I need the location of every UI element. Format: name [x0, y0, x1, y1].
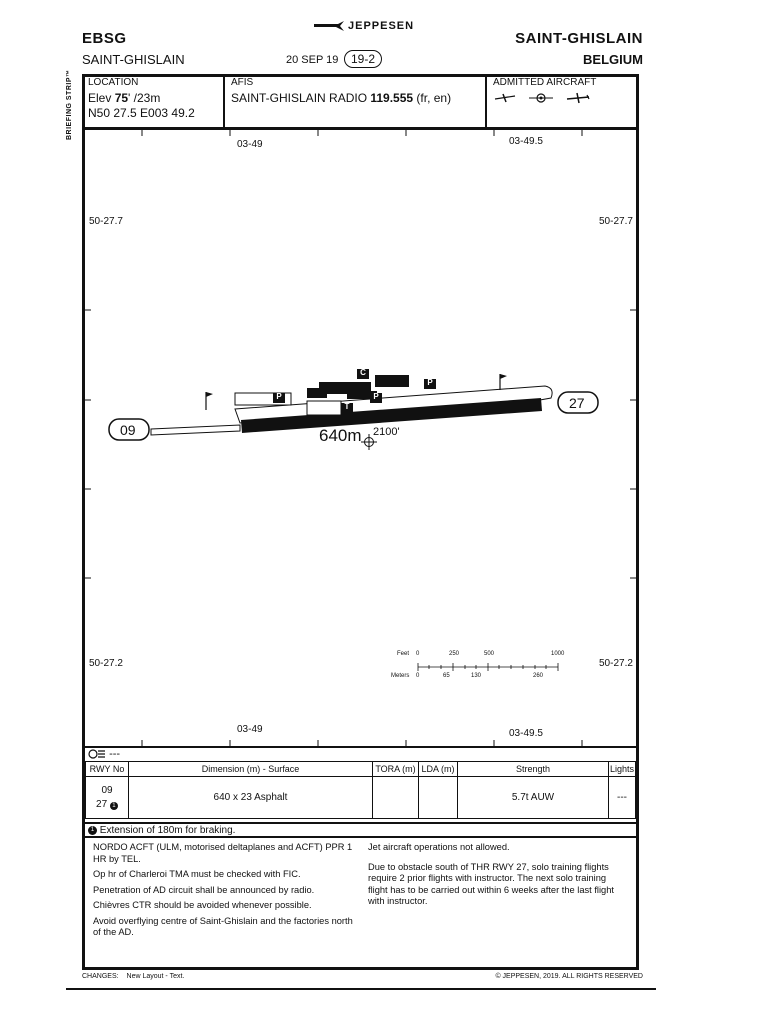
col-lda: LDA (m) [419, 762, 458, 777]
city-name: SAINT-GHISLAIN [515, 30, 643, 47]
elev-suffix: ' /23m [128, 91, 161, 105]
briefing-strip-label: BRIEFING STRIP™ [66, 69, 73, 140]
approach-light-icon [88, 749, 106, 759]
scale-meters-label: Meters [391, 673, 410, 679]
lat-lower-right: 50-27.2 [599, 658, 633, 669]
runway-length-feet: 2100' [373, 426, 400, 438]
location-values [88, 91, 217, 121]
airport-name: SAINT-GHISLAIN [82, 52, 185, 67]
tower-label: T [344, 402, 350, 411]
remarks-right [368, 842, 618, 912]
table-row [86, 777, 636, 819]
scale-feet-label: Feet [397, 651, 410, 657]
scale-feet-tick: 0 [416, 651, 420, 657]
col-strength: Strength [458, 762, 609, 777]
lat-upper-left: 50-27.7 [89, 216, 123, 227]
scale-meters-tick: 260 [533, 673, 544, 679]
rwy-27-label: 27 [569, 395, 585, 411]
scale-bars [418, 663, 558, 671]
scale-meters-tick: 0 [416, 673, 420, 679]
col-tora: TORA (m) [373, 762, 419, 777]
runway-extension [151, 425, 240, 435]
scale-meters-tick: 130 [471, 673, 482, 679]
aircraft-label: ADMITTED AIRCRAFT [493, 77, 597, 88]
chart-date: 20 SEP 19 [286, 54, 339, 66]
windsock-icon [500, 374, 507, 390]
bottom-rule [66, 988, 656, 990]
runway-length: 640m [319, 426, 362, 445]
scale-feet-tick: 250 [449, 651, 460, 657]
building [375, 375, 409, 387]
parking-label: P [373, 392, 379, 401]
remark: Due to obstacle south of THR RWY 27, solo training flights require 2 prior flights with instructor. The next solo training flight has to be carried out within 6 weeks after the last flight with instructor. [368, 861, 614, 906]
briefing-strip [82, 74, 639, 130]
airplane-icon [567, 93, 589, 103]
lat-upper-right: 50-27.7 [599, 216, 633, 227]
airport-icao: EBSG [82, 30, 127, 47]
afis-language: (fr, en) [413, 91, 452, 105]
col-rwy-no: RWY No [86, 762, 129, 777]
chart-number: 19-2 [344, 50, 382, 68]
rwy-09: 09 [101, 784, 113, 796]
remarks-left [93, 842, 358, 943]
cell-rwy-no [86, 777, 129, 819]
lon-bottom-left: 03-49 [237, 724, 263, 735]
location-cell [82, 74, 223, 127]
afis-cell [225, 74, 485, 127]
brand-name: JEPPESEN [348, 20, 415, 32]
scale-feet-tick: 1000 [551, 651, 565, 657]
changes [82, 973, 184, 980]
remark: Jet aircraft operations not allowed. [368, 842, 510, 852]
building [307, 388, 327, 398]
aircraft-cell [487, 74, 633, 127]
customs-label: C [360, 368, 366, 377]
cell-dimension: 640 x 23 Asphalt [129, 777, 373, 819]
airport-diagram [85, 130, 636, 746]
glider-icon [495, 94, 515, 102]
remark: NORDO ACFT (ULM, motorised deltaplanes and ACFT) PPR 1 HR by TEL. [93, 842, 353, 864]
scale-feet-tick: 500 [484, 651, 495, 657]
location-coords: N50 27.5 E003 49.2 [88, 106, 195, 120]
cell-strength: 5.7t AUW [458, 777, 609, 819]
changes-text: New Layout - Text. [126, 973, 185, 980]
table-header-row [86, 762, 636, 777]
location-label: LOCATION [88, 77, 139, 88]
copyright: © JEPPESEN, 2019. ALL RIGHTS RESERVED [495, 973, 643, 980]
jeppesen-logo-icon [314, 21, 344, 31]
note-1 [85, 822, 636, 838]
rwy-27: 27 [96, 798, 108, 810]
admitted-aircraft-icons [493, 90, 603, 106]
lon-top-right: 03-49.5 [509, 136, 543, 147]
remark: Penetration of AD circuit shall be announced by radio. [93, 884, 315, 895]
remark: Op hr of Charleroi TMA must be checked with FIC. [93, 869, 301, 879]
rwy-27-row [86, 798, 128, 812]
rwy-09-label: 09 [120, 422, 136, 438]
afis-values [231, 91, 479, 106]
note-1-icon: 1 [110, 802, 118, 810]
runway-table [85, 761, 636, 819]
scale-meters-tick: 65 [443, 673, 450, 679]
elev-feet: 75 [114, 91, 129, 105]
lat-lower-left: 50-27.2 [89, 658, 123, 669]
cell-lda [419, 777, 458, 819]
cell-tora [373, 777, 419, 819]
lon-bottom-right: 03-49.5 [509, 728, 543, 739]
windsock-icon [206, 392, 213, 410]
changes-label: CHANGES: [82, 973, 119, 980]
ulm-icon [529, 94, 553, 102]
afis-name: SAINT-GHISLAIN RADIO [231, 91, 371, 105]
cell-lights: --- [609, 777, 636, 819]
note-1-icon: 1 [88, 826, 97, 835]
col-lights: Lights [609, 762, 636, 777]
parking-label: P [276, 392, 282, 401]
remark: Chièvres CTR should be avoided whenever possible. [93, 900, 312, 910]
afis-frequency: 119.555 [370, 91, 414, 105]
col-dimension: Dimension (m) - Surface [129, 762, 373, 777]
legend-text: --- [109, 748, 121, 760]
note-1-text: Extension of 180m for braking. [99, 825, 236, 836]
brand [314, 20, 414, 32]
remark: Avoid overflying centre of Saint-Ghislain and the factories north of the AD. [93, 915, 353, 937]
elev-prefix: Elev [88, 91, 115, 105]
country-name: BELGIUM [583, 52, 643, 67]
lon-top-left: 03-49 [237, 139, 263, 150]
parking-label: P [427, 378, 433, 387]
afis-label: AFIS [231, 77, 254, 88]
apron-center [307, 401, 341, 415]
